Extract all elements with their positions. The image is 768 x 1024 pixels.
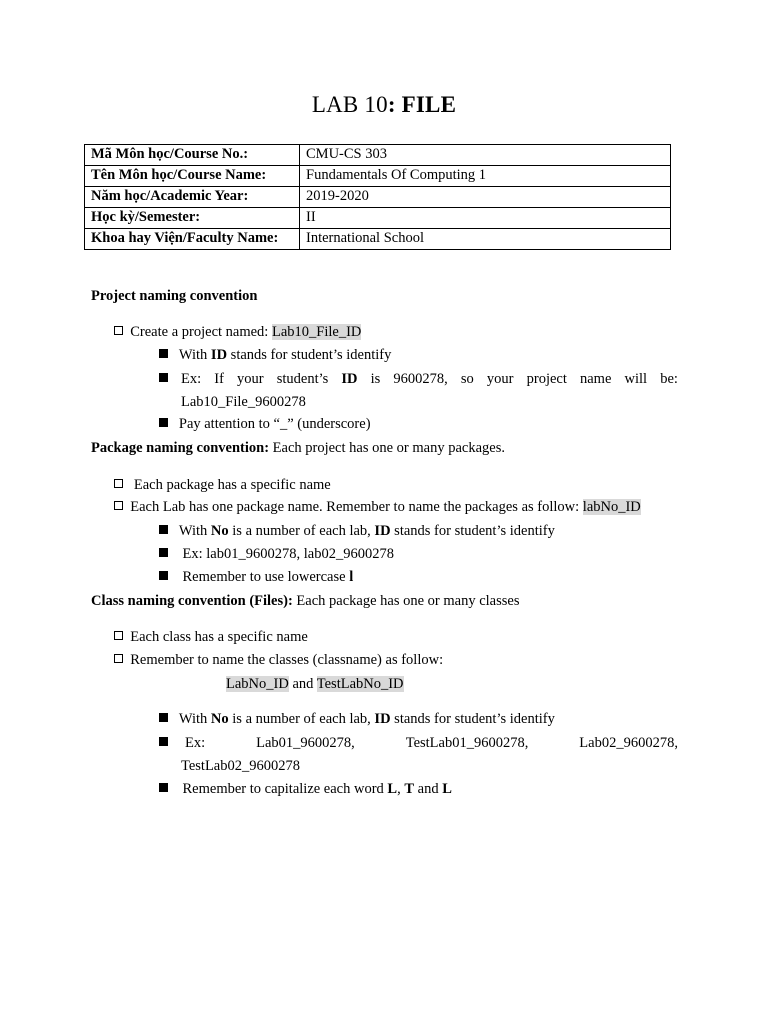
class-example-line	[185, 734, 678, 752]
package-heading-text: Package naming convention:	[91, 440, 270, 456]
text: stands for student’s identify	[390, 523, 555, 539]
bold-text: l	[349, 569, 354, 585]
square-bullet-icon	[159, 525, 168, 534]
project-create-text: Create a project named:	[130, 324, 272, 340]
square-bullet-icon-row	[159, 734, 168, 752]
square-bullet-icon-row	[159, 370, 168, 388]
bold-text: ID	[210, 347, 228, 363]
checkbox-square-icon	[114, 631, 123, 640]
word: Ex:	[185, 735, 206, 751]
package-heading	[91, 439, 505, 457]
square-bullet-icon	[159, 737, 168, 746]
word: 9600278,	[393, 371, 448, 387]
package-heading-rest: Each project has one or many packages.	[269, 440, 505, 456]
text: stands for student’s identify	[390, 711, 555, 727]
text: stands for student’s identify	[227, 347, 392, 363]
table-row	[85, 208, 671, 229]
table-row	[85, 187, 671, 208]
list-item	[159, 346, 391, 364]
text: Ex: lab01_9600278, lab02_9600278	[182, 546, 394, 562]
bold-text: No	[210, 523, 229, 539]
academic-year-label: Năm học/Academic Year:	[85, 187, 300, 208]
word: ID	[341, 371, 358, 387]
list-item	[114, 476, 331, 494]
square-bullet-icon	[159, 349, 168, 358]
list-item	[114, 498, 641, 516]
text: With	[178, 711, 211, 727]
package-name-highlight: labNo_ID	[582, 499, 641, 515]
class-example-line2: TestLab02_9600278	[181, 758, 300, 774]
course-name-value: Fundamentals Of Computing 1	[300, 166, 671, 187]
word: is	[370, 371, 381, 387]
word: TestLab01_9600278,	[405, 735, 529, 751]
table-row	[85, 229, 671, 250]
semester-value: II	[300, 208, 671, 229]
word: Lab01_9600278,	[256, 735, 355, 751]
square-bullet-icon	[159, 548, 168, 557]
word: your	[237, 371, 264, 387]
text: Remember to use lowercase	[182, 569, 350, 585]
checkbox-square-icon	[114, 326, 123, 335]
text: With	[178, 523, 211, 539]
course-no-value: CMU-CS 303	[300, 145, 671, 166]
list-item	[159, 522, 555, 540]
class-name-pattern	[226, 675, 404, 693]
text: Each package has a specific name	[133, 477, 331, 493]
class-heading-text: Class naming convention (Files):	[91, 593, 293, 609]
square-bullet-icon	[159, 373, 168, 382]
square-bullet-icon	[159, 418, 168, 427]
square-bullet-icon	[159, 783, 168, 792]
word: will	[624, 371, 648, 387]
semester-label: Học kỳ/Semester:	[85, 208, 300, 229]
word: be:	[660, 371, 678, 387]
list-item	[114, 651, 443, 669]
square-bullet-icon	[159, 713, 168, 722]
title-prefix: LAB 10	[311, 92, 388, 117]
course-name-label: Tên Môn học/Course Name:	[85, 166, 300, 187]
word: Ex:	[181, 371, 202, 387]
faculty-label: Khoa hay Viện/Faculty Name:	[85, 229, 300, 250]
project-heading	[91, 287, 257, 305]
academic-year-value: 2019-2020	[300, 187, 671, 208]
checkbox-square-icon	[114, 501, 123, 510]
title-main: FILE	[401, 92, 457, 117]
text: Pay attention to “_” (underscore)	[178, 416, 371, 432]
text: is a number of each lab,	[228, 523, 375, 539]
bold-text: No	[210, 711, 229, 727]
text: Remember to capitalize each word	[182, 781, 388, 797]
bold-text: ID	[374, 711, 391, 727]
list-item	[159, 545, 394, 563]
bold-text: L	[442, 781, 452, 797]
bold-text: ID	[374, 523, 391, 539]
text: Each Lab has one package name. Remember to name the packages as follow:	[130, 499, 583, 515]
checkbox-square-icon	[114, 479, 123, 488]
text: and	[414, 781, 443, 797]
text: Each class has a specific name	[130, 629, 308, 645]
bold-text: T	[404, 781, 415, 797]
word: student’s	[276, 371, 329, 387]
text: Remember to name the classes (classname) as follow:	[130, 652, 444, 668]
pattern-highlight: LabNo_ID	[226, 676, 289, 692]
list-item	[114, 323, 361, 341]
list-item	[114, 628, 308, 646]
faculty-value: International School	[300, 229, 671, 250]
word: If	[214, 371, 224, 387]
list-item	[159, 710, 555, 728]
word: name	[580, 371, 612, 387]
table-row	[85, 145, 671, 166]
project-example-line2: Lab10_File_9600278	[181, 394, 306, 410]
course-info-table	[84, 144, 671, 250]
checkbox-square-icon	[114, 654, 123, 663]
text: ,	[397, 781, 405, 797]
list-item	[159, 415, 371, 433]
word: your	[486, 371, 514, 387]
word: project	[526, 371, 567, 387]
class-heading-rest: Each package has one or many classes	[292, 593, 520, 609]
course-no-label: Mã Môn học/Course No.:	[85, 145, 300, 166]
project-name-highlight: Lab10_File_ID	[271, 324, 362, 340]
class-heading	[91, 592, 519, 610]
bold-text: L	[387, 781, 398, 797]
title-colon: :	[387, 92, 396, 117]
word: so	[460, 371, 474, 387]
list-item	[159, 780, 452, 798]
table-row	[85, 166, 671, 187]
page-title	[0, 92, 768, 118]
text: is a number of each lab,	[228, 711, 375, 727]
word: Lab02_9600278,	[579, 735, 678, 751]
text: With	[178, 347, 211, 363]
pattern-highlight: TestLabNo_ID	[316, 676, 404, 692]
square-bullet-icon	[159, 571, 168, 580]
project-heading-text: Project naming convention	[91, 288, 258, 304]
text: and	[288, 676, 317, 692]
list-item	[159, 568, 353, 586]
project-example-line	[181, 370, 678, 388]
